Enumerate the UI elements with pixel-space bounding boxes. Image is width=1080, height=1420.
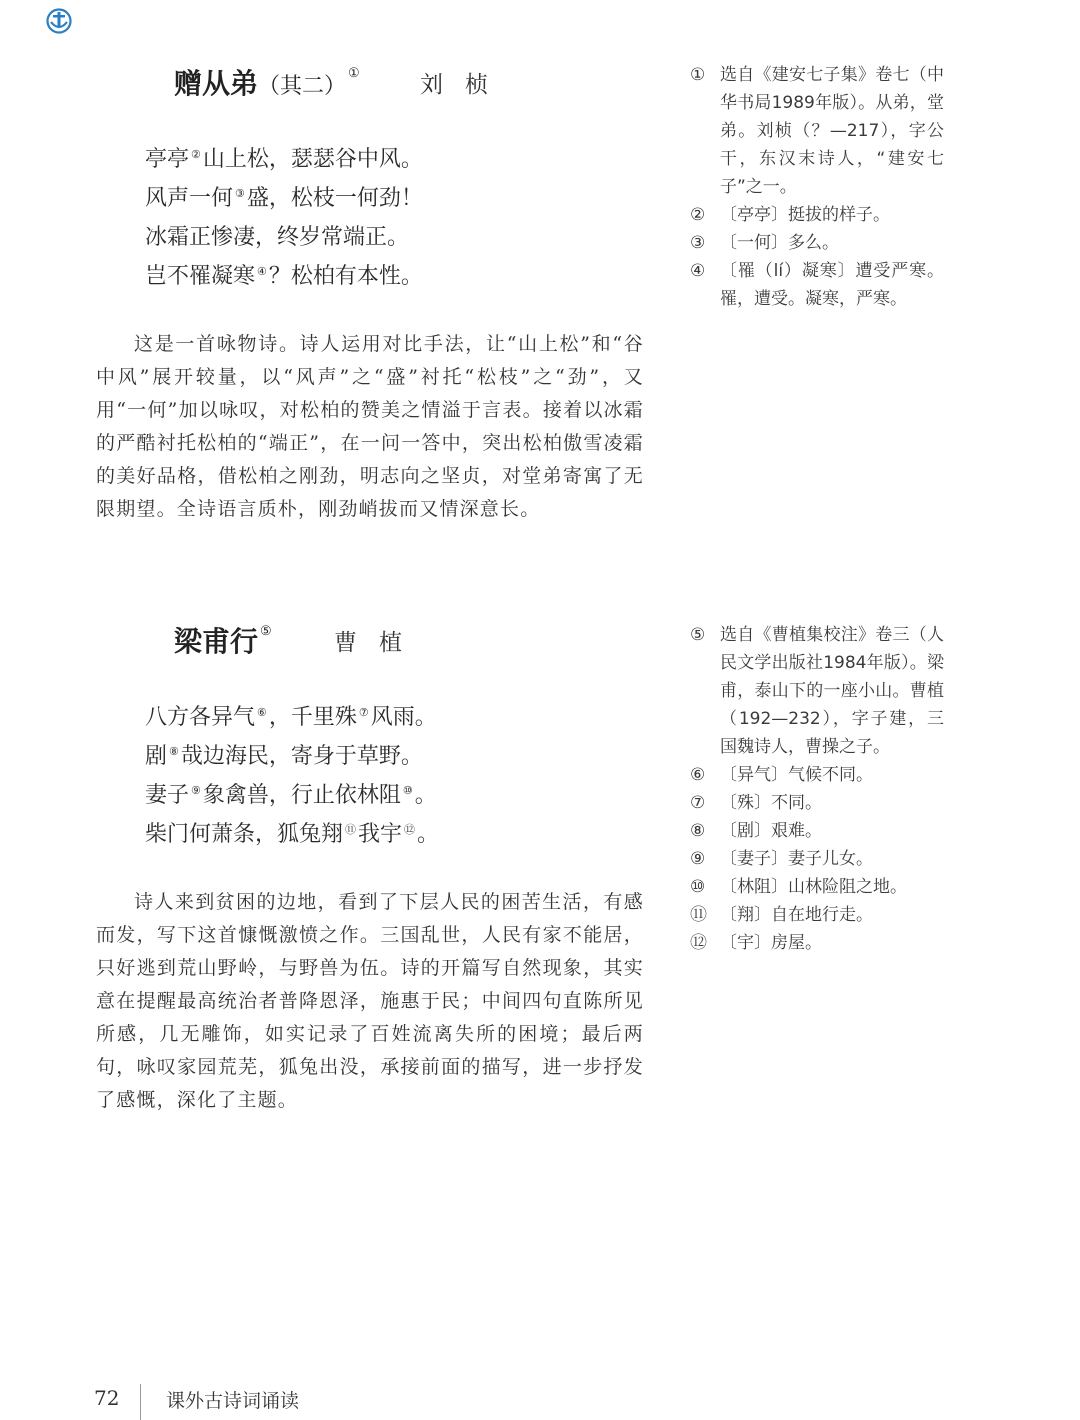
poem2-line-4: 柴门何萧条，狐兔翔 ⑪我宇 ⑫。 — [145, 822, 440, 847]
poem1-commentary: 这是一首咏物诗。诗人运用对比手法，让“山上松”和“谷中风”展开较量，以“风声”之“盛”衬托“松枝”之“劲”，又用“一何”加以咏叹，对松柏的赞美之情溢于言表。接着以冰霜的严酷衬托松柏的“端正”，在一问一答中，突出松柏傲雪凌霜的美好品格，借松柏之刚劲，明志向之坚贞，对堂弟寄寓了无限期望。全诗语言质朴，刚劲峭拔而又情深意长。 — [96, 333, 644, 520]
poem1-subtitle: （其二） — [258, 74, 347, 99]
footnote: ⑪ 〔翔〕自在地行走。 — [690, 905, 873, 925]
poem1-line-2: 风声一何 ③盛，松枝一何劲！ — [145, 186, 423, 211]
poem1-line-3: 冰霜正惨凄，终岁常端正。 — [145, 225, 410, 250]
footnote: ⑤ 选自《曹植集校注》卷三（人民文学出版社1984年版）。梁甫，泰山下的一座小山。曹植（192—232），字子建，三国魏诗人，曹操之子。 — [690, 625, 944, 757]
poem2-line-1: 八方各异气 ⑥，千里殊 ⑦风雨。 — [145, 705, 437, 730]
footnote: ⑨ 〔妻子〕妻子儿女。 — [690, 849, 873, 869]
footnote: ⑫ 〔宇〕房屋。 — [690, 933, 822, 953]
poem1-title: 赠从弟（其二）① — [174, 65, 360, 100]
poem2-notes — [690, 621, 944, 957]
footnote: ② 〔亭亭〕挺拔的样子。 — [690, 205, 890, 225]
footnote: ⑥ 〔异气〕气候不同。 — [690, 765, 873, 785]
poem2-commentary: 诗人来到贫困的边地，看到了下层人民的困苦生活，有感而发，写下这首慷慨激愤之作。三国乱世，人民有家不能居，只好逃到荒山野岭，与野兽为伍。诗的开篇写自然现象，其实意在提醒最高统治者普降恩泽，施惠于民；中间四句直陈所见所感，几无雕饰，如实记录了百姓流离失所的困境；最后两句，咏叹家园荒芜，狐兔出没，承接前面的描写，进一步抒发了感慨，深化了主题。 — [96, 891, 644, 1111]
poem1-author: 刘桢 — [420, 72, 510, 98]
poem1-line-1: 亭亭 ②山上松，瑟瑟谷中风。 — [145, 147, 423, 172]
poem1-note-ref: ① — [348, 65, 360, 81]
book-title: 课外古诗词诵读 — [166, 1390, 300, 1412]
footnote: ⑦ 〔殊〕不同。 — [690, 793, 822, 813]
page-number: 72 — [94, 1386, 120, 1410]
poem1-notes — [690, 61, 944, 313]
footer-divider — [140, 1384, 141, 1420]
poem1-line-4: 岂不罹凝寒 ④？松柏有本性。 — [145, 264, 423, 289]
footnote: ④ 〔罹（lí）凝寒〕遭受严寒。罹，遭受。凝寒，严寒。 — [690, 261, 944, 309]
poem2-author: 曹植 — [334, 630, 424, 656]
poem2-line-2: 剧 ⑧哉边海民，寄身于草野。 — [145, 744, 423, 769]
footnote: ① 选自《建安七子集》卷七（中华书局1989年版）。从弟，堂弟。刘桢（？—217），字公干，东汉末诗人，“建安七子”之一。 — [690, 65, 944, 197]
footnote: ⑧ 〔剧〕艰难。 — [690, 821, 822, 841]
footnote: ③ 〔一何〕多么。 — [690, 233, 839, 253]
poem2-title: 梁甫行 ⑤ — [174, 623, 272, 658]
anchor-logo-icon — [46, 8, 72, 34]
poem2-note-ref: ⑤ — [260, 623, 272, 639]
poem2-line-3: 妻子 ⑨象禽兽，行止依林阻 ⑩。 — [145, 783, 437, 808]
footnote: ⑩ 〔林阻〕山林险阻之地。 — [690, 877, 907, 897]
